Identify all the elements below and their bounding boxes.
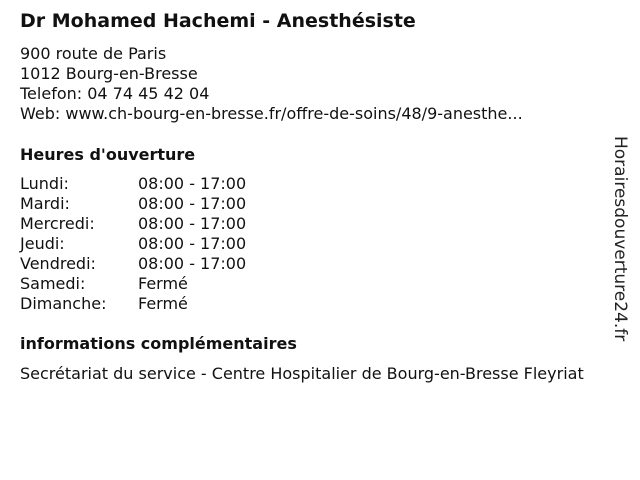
- hours-row-jeudi: [20, 234, 246, 254]
- hours-day: Mardi:: [20, 194, 70, 213]
- hours-day: Dimanche:: [20, 294, 107, 313]
- additional-info-heading: informations complémentaires: [20, 334, 297, 353]
- hours-row-vendredi: [20, 254, 246, 274]
- street-address: 900 route de Paris: [20, 44, 167, 63]
- hours-row-samedi: [20, 274, 246, 294]
- hours-time: Fermé: [138, 294, 188, 313]
- site-watermark: Horairesdouverture24.fr: [610, 136, 630, 342]
- additional-info-text: Secrétariat du service - Centre Hospitalier de Bourg-en-Bresse Fleyriat: [20, 364, 584, 383]
- phone-number: Telefon: 04 74 45 42 04: [20, 84, 210, 103]
- hours-day: Mercredi:: [20, 214, 95, 233]
- website-link[interactable]: Web: www.ch-bourg-en-bresse.fr/offre-de-soins/48/9-anesthe...: [20, 104, 523, 123]
- hours-heading: Heures d'ouverture: [20, 145, 196, 164]
- hours-time: 08:00 - 17:00: [138, 234, 247, 253]
- city-address: 1012 Bourg-en-Bresse: [20, 64, 198, 83]
- hours-time: 08:00 - 17:00: [138, 194, 247, 213]
- hours-time: 08:00 - 17:00: [138, 174, 247, 193]
- hours-row-mardi: [20, 194, 246, 214]
- address-block: [20, 44, 523, 124]
- hours-time: 08:00 - 17:00: [138, 214, 247, 233]
- hours-row-lundi: [20, 174, 246, 194]
- hours-day: Samedi:: [20, 274, 86, 293]
- hours-time: 08:00 - 17:00: [138, 254, 247, 273]
- hours-day: Vendredi:: [20, 254, 96, 273]
- hours-day: Jeudi:: [20, 234, 65, 253]
- page-title: Dr Mohamed Hachemi - Anesthésiste: [20, 10, 416, 32]
- hours-time: Fermé: [138, 274, 188, 293]
- hours-row-dimanche: [20, 294, 246, 314]
- opening-hours-table: [20, 174, 246, 314]
- hours-day: Lundi:: [20, 174, 69, 193]
- hours-row-mercredi: [20, 214, 246, 234]
